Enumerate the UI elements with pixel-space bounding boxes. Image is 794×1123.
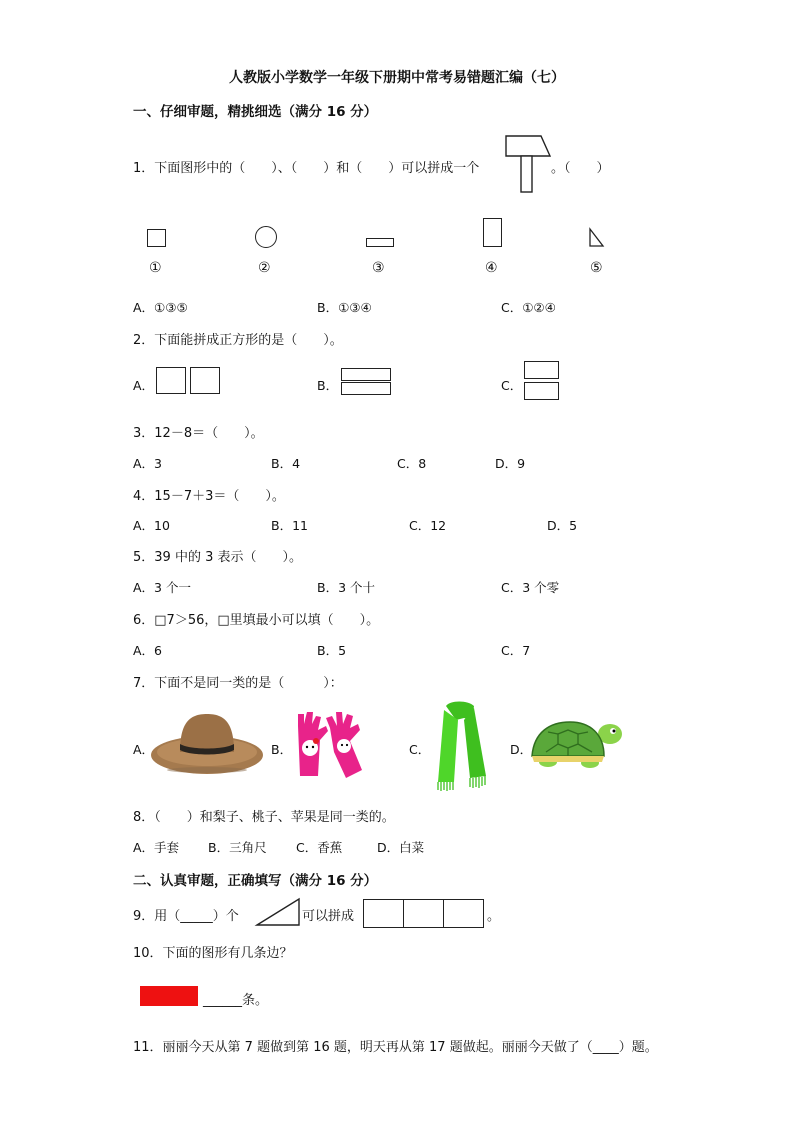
q9-grid-cell-3	[443, 899, 484, 928]
shape-label-3: ③	[372, 260, 385, 276]
q2-b-strip-bottom	[341, 382, 391, 395]
q8-option-a[interactable]: A．手套	[133, 840, 180, 855]
question-9-text-b: 可以拼成	[302, 909, 355, 924]
q8-option-d[interactable]: D．白菜	[377, 840, 425, 855]
triangle-figure	[256, 897, 301, 927]
q6-option-a[interactable]: A．6	[133, 643, 163, 658]
question-11-text: 11．丽丽今天从第 7 题做到第 16 题，明天再从第 17 题做起。丽丽今天做了（____）题。	[133, 1040, 658, 1055]
q5-option-c[interactable]: C．3 个零	[501, 580, 560, 595]
q4-option-a[interactable]: A．10	[133, 518, 170, 533]
q2-a-square-left	[156, 367, 186, 394]
red-rectangle	[140, 986, 198, 1006]
question-10-answer[interactable]: ______条。	[203, 993, 269, 1008]
question-6-text: 6．□7＞56，□里填最小可以填（ ）。	[133, 613, 380, 628]
q1-option-b[interactable]: B．①③④	[317, 300, 372, 315]
question-2-text: 2．下面能拼成正方形的是（ ）。	[133, 333, 343, 348]
q9-grid-cell-1	[363, 899, 404, 928]
q2-option-c[interactable]: C．	[501, 378, 523, 393]
hat-image	[150, 712, 265, 777]
q2-option-a[interactable]: A．	[133, 378, 155, 393]
q2-option-b[interactable]: B．	[317, 378, 339, 393]
q2-c-rect-bottom	[524, 382, 559, 400]
shape-label-5: ⑤	[590, 260, 603, 276]
q9-grid-cell-2	[403, 899, 444, 928]
question-1-tail: 。（ ）	[551, 161, 610, 176]
question-8-text: 8．（ ）和梨子、桃子、苹果是同一类的。	[133, 810, 395, 825]
shape-thin-rectangle	[366, 238, 394, 247]
q3-option-a[interactable]: A．3	[133, 456, 163, 471]
hammer-figure	[505, 134, 551, 194]
question-5-text: 5．39 中的 3 表示（ ）。	[133, 550, 302, 565]
q1-option-c[interactable]: C．①②④	[501, 300, 556, 315]
q6-option-c[interactable]: C．7	[501, 643, 531, 658]
section-heading-2: 二、认真审题，正确填写（满分 16 分）	[133, 873, 378, 889]
q2-b-strip-top	[341, 368, 391, 381]
shape-label-1: ①	[149, 260, 162, 276]
shape-circle	[255, 226, 277, 248]
q7-option-c[interactable]: C．	[409, 742, 431, 757]
q5-option-a[interactable]: A．3 个一	[133, 580, 191, 595]
q7-option-d[interactable]: D．	[510, 742, 533, 757]
q3-option-d[interactable]: D．9	[495, 456, 526, 471]
q5-option-b[interactable]: B．3 个十	[317, 580, 376, 595]
shape-label-2: ②	[258, 260, 271, 276]
question-3-text: 3．12－8＝（ ）。	[133, 426, 264, 441]
turtle-image	[528, 718, 628, 770]
question-9-text-a: 9．用（_____）个	[133, 909, 239, 924]
scarf-image	[428, 700, 493, 792]
section-heading-1: 一、仔细审题，精挑细选（满分 16 分）	[133, 104, 378, 120]
question-10-text: 10．下面的图形有几条边？	[133, 946, 293, 961]
question-7-text: 7．下面不是同一类的是（ ）：	[133, 676, 343, 691]
q3-option-b[interactable]: B．4	[271, 456, 301, 471]
q4-option-d[interactable]: D．5	[547, 518, 578, 533]
q7-option-a[interactable]: A．	[133, 742, 155, 757]
shape-small-square	[147, 229, 166, 247]
question-9-tail: 。	[487, 909, 501, 924]
q3-option-c[interactable]: C．8	[397, 456, 427, 471]
page-title: 人教版小学数学一年级下册期中常考易错题汇编（七）	[229, 70, 565, 86]
q6-option-b[interactable]: B．5	[317, 643, 347, 658]
q8-option-c[interactable]: C．香蕉	[296, 840, 343, 855]
shape-tall-rectangle	[483, 218, 502, 247]
q2-c-rect-top	[524, 361, 559, 379]
q7-option-b[interactable]: B．	[271, 742, 293, 757]
gloves-image	[290, 708, 375, 783]
shape-right-triangle	[589, 228, 605, 248]
q4-option-b[interactable]: B．11	[271, 518, 308, 533]
q4-option-c[interactable]: C．12	[409, 518, 447, 533]
q2-a-square-right	[190, 367, 220, 394]
q8-option-b[interactable]: B．三角尺	[208, 840, 267, 855]
question-4-text: 4．15－7＋3＝（ ）。	[133, 489, 285, 504]
shape-label-4: ④	[485, 260, 498, 276]
q1-option-a[interactable]: A．①③⑤	[133, 300, 188, 315]
question-1-text: 1．下面图形中的（ ）、（ ）和（ ）可以拼成一个	[133, 161, 480, 176]
